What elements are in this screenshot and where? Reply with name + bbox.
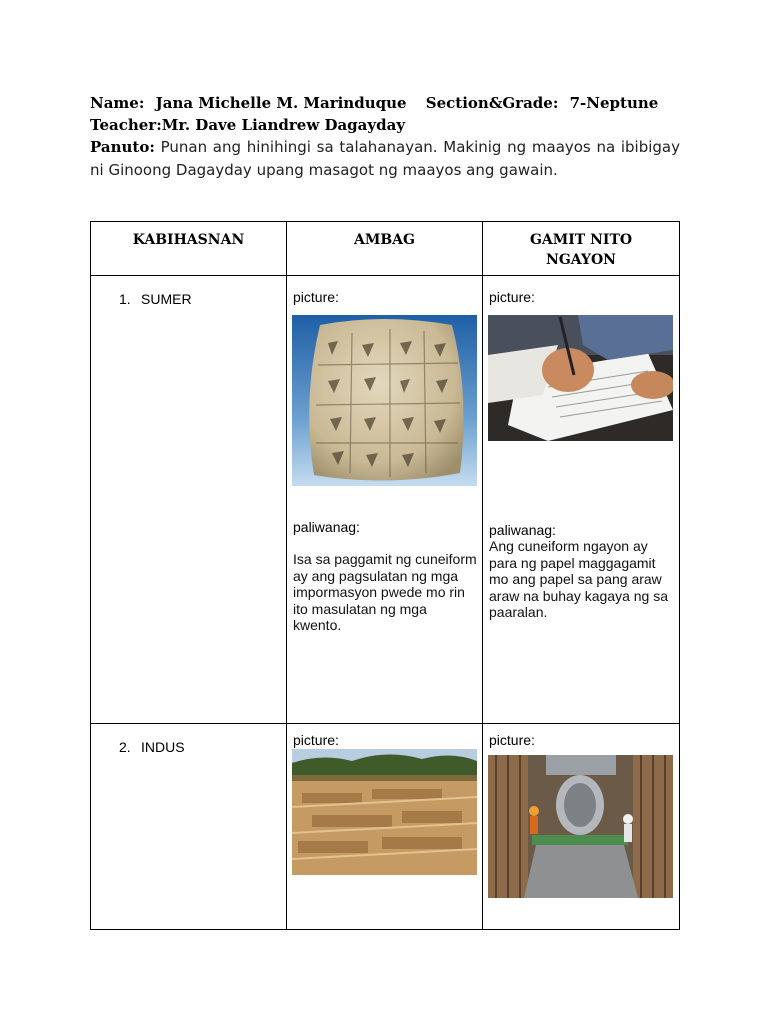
row-number: 2.: [119, 739, 131, 755]
name-label: Name:: [90, 94, 145, 112]
sewer-construction-image: [488, 755, 673, 898]
gamit-cell: [483, 724, 680, 930]
name-value: Jana Michelle M. Marinduque: [155, 94, 407, 112]
teacher-label: Teacher:: [90, 116, 162, 134]
instruction-label: Panuto:: [90, 138, 155, 156]
table-row: [91, 276, 680, 724]
civilization-name: [119, 291, 286, 307]
gamit-explanation: Ang cuneiform ngayon ay para ng papel maggagamit mo ang papel sa pang araw araw na buhay kagaya ng sa paaralan.: [489, 538, 669, 620]
civilization-cell: [91, 276, 287, 724]
picture-label: picture:: [293, 732, 339, 748]
cuneiform-tablet-image: [292, 315, 477, 486]
civilization-name: [119, 739, 286, 755]
writing-on-paper-image: [488, 315, 673, 441]
picture-label: picture:: [489, 732, 535, 748]
header-ambag: AMBAG: [287, 222, 483, 276]
ambag-explanation: Isa sa paggamit ng cuneiform ay ang pagsulatan ng mga impormasyon pwede mo rin ito masulatan ng mga kwento.: [293, 551, 477, 633]
teacher-line: [90, 114, 680, 136]
civilization-label: SUMER: [141, 291, 192, 307]
civilization-table: [90, 221, 680, 930]
name-section-line: [90, 92, 680, 114]
picture-label: picture:: [293, 289, 339, 305]
section-value: 7-Neptune: [569, 94, 659, 112]
civilization-label: INDUS: [141, 739, 185, 755]
header-gamit: [483, 222, 680, 276]
teacher-value: Mr. Dave Liandrew Dagayday: [161, 116, 406, 134]
ambag-cell: [287, 724, 483, 930]
indus-ruins-image: [292, 749, 477, 875]
civilization-cell: [91, 724, 287, 930]
header-gamit-text: GAMIT NITO NGAYON: [529, 232, 633, 268]
table-row: [91, 724, 680, 930]
gamit-cell: [483, 276, 680, 724]
instruction-text: Punan ang hinihingi sa talahanayan. Makinig ng maayos na ibibigay ni Ginoong Dagayday upang masagot ng maayos ang gawain.: [90, 138, 680, 179]
section-label: Section&Grade:: [425, 94, 559, 112]
row-number: 1.: [119, 291, 131, 307]
header-kabihasnan: KABIHASNAN: [91, 222, 287, 276]
instruction-paragraph: [90, 136, 680, 182]
picture-label: picture:: [489, 289, 535, 305]
explanation-label: paliwanag:: [489, 522, 556, 538]
document-header: [90, 92, 680, 182]
ambag-cell: [287, 276, 483, 724]
table-header-row: [91, 222, 680, 276]
explanation-label: paliwanag:: [293, 519, 360, 535]
